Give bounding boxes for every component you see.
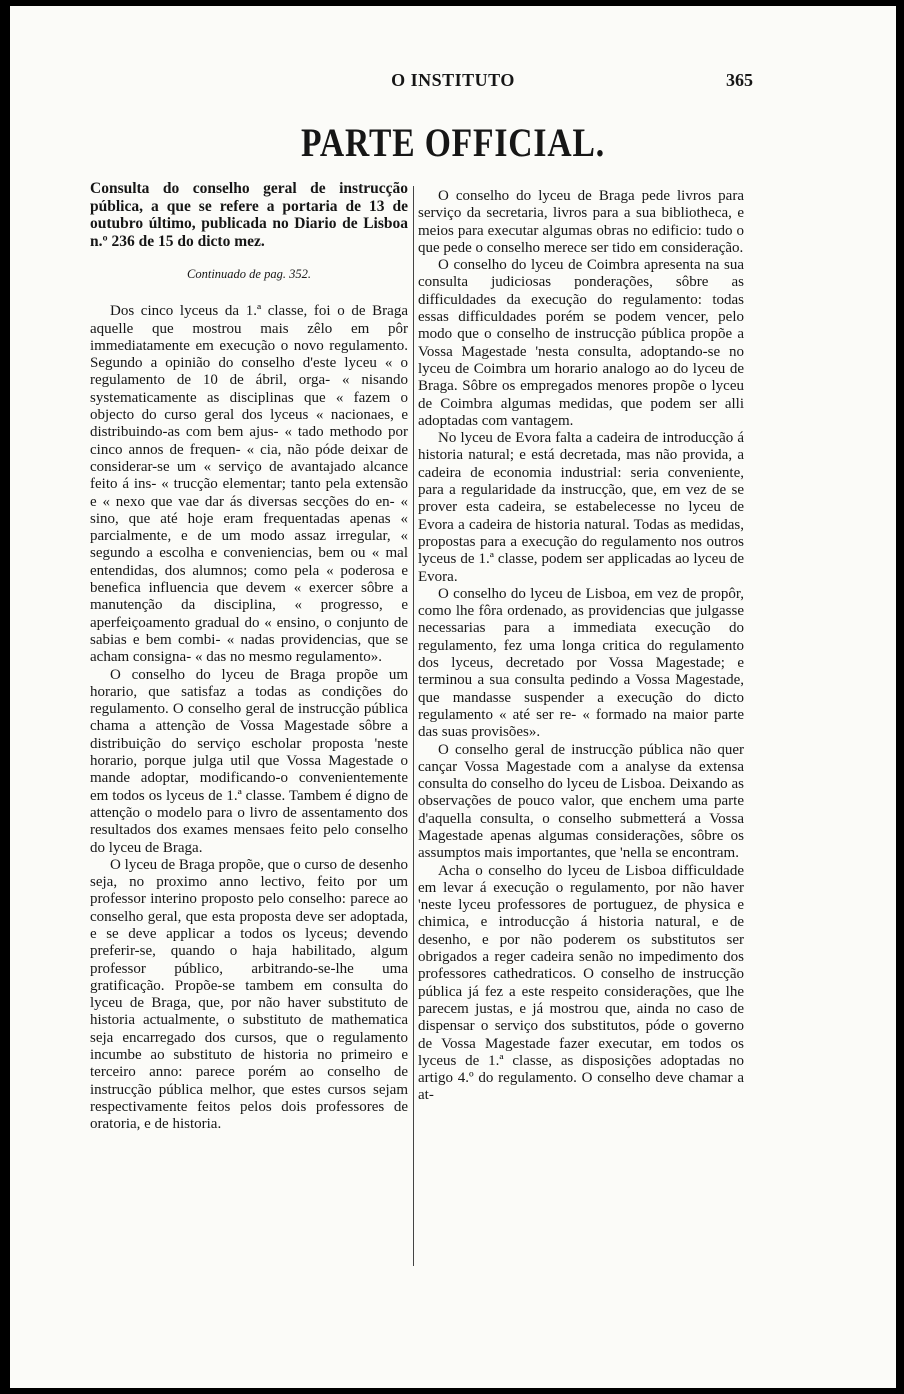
section-title: PARTE OFFICIAL. — [301, 120, 605, 165]
column-divider — [413, 186, 414, 1266]
paragraph: No lyceu de Evora falta a cadeira de introducção á historia natural; e está decretada, mas não provida, a cadeira de economia industrial: seria conveniente, para a regularidade da instrucção, que, em vez de se prover esta cadeira, se estabelecesse no lyceu de Evora a cadeira de historia natural. Todas as medidas, propostas para a execução do regulamento nos outros lyceus de 1.ª classe, podem ser applicadas ao lyceu de Evora. — [418, 430, 744, 585]
right-column — [418, 180, 744, 1105]
document-page — [10, 6, 896, 1388]
continuation-note: Continuado de pag. 352. — [187, 267, 311, 281]
paragraph: O conselho do lyceu de Braga pede livros para serviço da secretaria, livros para a sua bibliotheca, e meios para executar algumas obras no edificio: tudo o que pede o conselho merece ser tido em consideração. — [418, 188, 744, 256]
paragraph: O conselho do lyceu de Coimbra apresenta na sua consulta judiciosas ponderações, sôbre as difficuldades da execução do regulamento: todas essas difficuldades porém se podem vencer, pelo modo que o conselho de instrucção pública propõe a Vossa Magestade 'nesta consulta, adoptando-se no lyceu de Coimbra um horario analogo ao do lyceu de Braga. Sôbre os empregados menores propõe o lyceu de Coimbra algumas medidas, que podem ser alli adoptadas com vantagem. — [418, 257, 744, 429]
paragraph: O lyceu de Braga propõe, que o curso de desenho seja, no proximo anno lectivo, feito por um professor interino proposto pelo conselho: parece ao conselho geral, que esta proposta deve ser adoptada, e se deve applicar a todos os lyceus; devendo preferir-se, quando o haja habilitado, algum professor público, arbitrando-se-lhe uma gratificação. Propõe-se tambem em consulta do lyceu de Braga, que, por não haver substituto de historia actualmente, o substituto de mathematica seja encarregado dos cursos, que o regulamento incumbe ao substituto de historia no primeiro e terceiro anno: parece porém ao conselho de instrucção pública melhor, que estes cursos sejam respectivamente feitos pelos dois professores de oratoria, e de historia. — [90, 856, 408, 1133]
article-heading: Consulta do conselho geral de instrucção pública, a que se refere a portaria de 13 de outubro último, publicada no Diario de Lisboa n.º 236 de 15 do dicto mez. — [90, 180, 408, 250]
paragraph: O conselho geral de instrucção pública não quer cançar Vossa Magestade com a analyse da extensa consulta do conselho do lyceu de Lisboa. Deixando as observações de pouco valor, que enchem uma parte d'aquella consulta, o conselho submetterá a Vossa Magestade apenas algumas considerações, sôbre os assumptos mais importantes, que 'nella se encontram. — [418, 741, 744, 862]
left-column — [90, 180, 408, 1134]
paragraph: O conselho do lyceu de Braga propõe um horario, que satisfaz a todas as condições do regulamento. O conselho geral de instrucção pública chama a attenção de Vossa Magestade sôbre a distribuição do serviço escholar proposta 'neste horario, porque julga util que Vossa Magestade o mande adoptar, modificando-o convenientemente em todos os lyceus de 1.ª classe. Tambem é digno de attenção o modelo para o livro de assentamento dos resultados dos exames mensaes feito pelo conselho do lyceu de Braga. — [90, 666, 408, 856]
paragraph: Acha o conselho do lyceu de Lisboa difficuldade em levar á execução o regulamento, por não haver 'neste lyceu professores de portuguez, de physica e chimica, e introducção á historia natural, e de desenho, e por não poderem os substitutos ser obrigados a reger cadeira senão no impedimento dos professores cathedraticos. O conselho de instrucção pública já fez a este respeito considerações, que lhe parecem justas, e já mostrou que, ainda no caso de dispensar o serviço dos substitutos, póde o governo de Vossa Magestade fazer executar, em todos os lyceus de 1.ª classe, as disposições adoptadas no artigo 4.º do regulamento. O conselho deve chamar a at- — [418, 862, 744, 1104]
paragraph: Dos cinco lyceus da 1.ª classe, foi o de Braga aquelle que mostrou mais zêlo em pôr immediatamente em execução o novo regulamento. Segundo a opinião do conselho d'este lyceu « o regulamento de 10 de ábril, orga- « nisando systematicamente as disciplinas que « fazem o objecto do curso geral dos lyceus « nacionaes, e distribuindo-as com bem ajus- « tado methodo por cinco annos de frequen- « cia, não póde deixar de considerar-se um « serviço de avantajado alcance feito á ins- « trucção elementar; tanto pela extensão e « nexo que vae dar ás diversas secções do en- « sino, que até hoje eram frequentadas apenas « parcialmente, e de um modo assaz irregular, « segundo a escolha e conveniencias, bem ou « mal entendidas, dos alumnos; como pela « poderosa e benefica influencia que devem « exercer sôbre a manutenção da disciplina, « progresso, e aperfeiçoamento gradual do « ensino, o conjunto de sabias e bem combi- « nadas providencias, que se acham consigna- « das no mesmo regulamento». — [90, 303, 408, 666]
running-title: O INSTITUTO — [391, 70, 515, 90]
page-number: 365 — [726, 70, 753, 90]
paragraph: O conselho do lyceu de Lisboa, em vez de propôr, como lhe fôra ordenado, as providencias que julgasse necessarias para a immediata execução do regulamento, fez uma longa critica do regulamento dos lyceus, decretado por Vossa Magestade; e terminou a sua consulta pedindo a Vossa Magestade, que mandasse suspender a execução do dicto regulamento « até ser re- « formado na maior parte das suas provisões». — [418, 585, 744, 741]
